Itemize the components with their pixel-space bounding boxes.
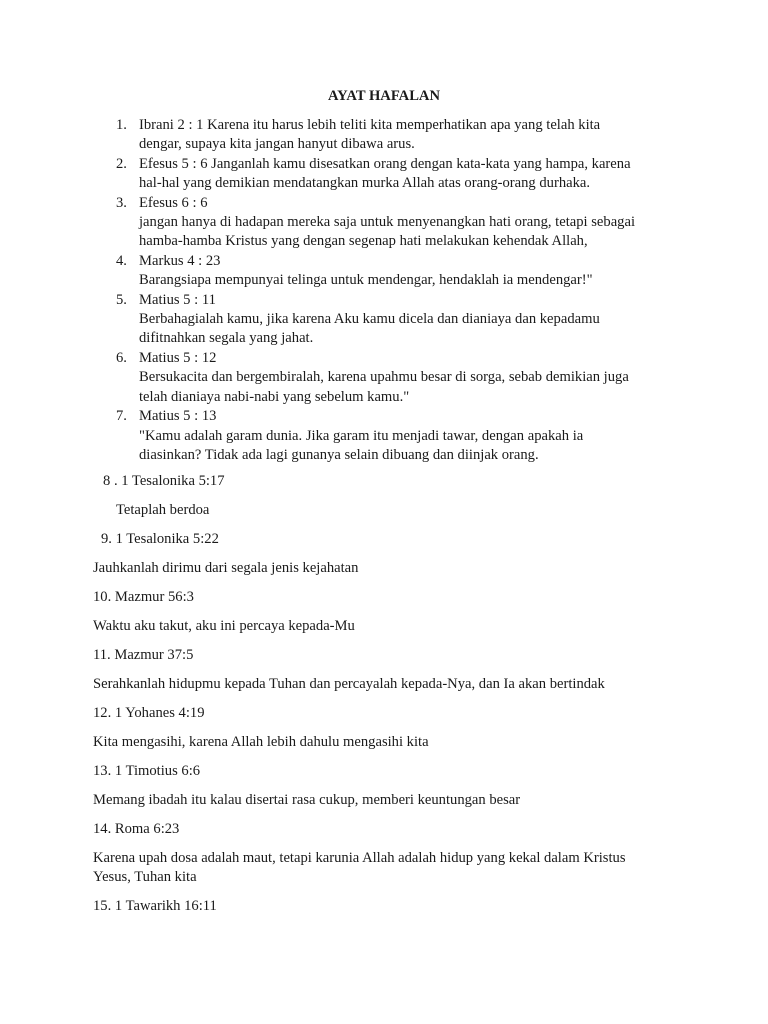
verse-text: telah dianiaya nabi-nabi yang sebelum kamu.": [139, 388, 410, 405]
verse-reference: Matius 5 : 11: [139, 291, 216, 308]
verse-text: Yesus, Tuhan kita: [93, 869, 197, 885]
list-number: 2.: [116, 155, 127, 172]
list-item: [0, 407, 768, 465]
verse-text: Bersukacita dan bergembiralah, karena upahmu besar di sorga, sebab demikian juga: [139, 369, 629, 386]
verse-list: [0, 116, 768, 465]
verse-text: dengar, supaya kita jangan hanyut dibawa arus.: [139, 136, 415, 153]
list-item: [0, 291, 768, 349]
list-item: [0, 155, 768, 194]
verse-text: Jauhkanlah dirimu dari segala jenis kejahatan: [93, 560, 359, 576]
verse-text: "Kamu adalah garam dunia. Jika garam itu menjadi tawar, dengan apakah ia: [139, 427, 584, 444]
list-item: [0, 349, 768, 407]
verse-text: Tetaplah berdoa: [116, 502, 210, 518]
verse-text: Serahkanlah hidupmu kepada Tuhan dan percayalah kepada-Nya, dan Ia akan bertindak: [93, 676, 605, 692]
verse-reference: 8 . 1 Tesalonika 5:17: [103, 473, 225, 489]
verse-reference: 15. 1 Tawarikh 16:11: [93, 898, 217, 914]
list-number: 3.: [116, 194, 127, 211]
list-item: [0, 194, 768, 252]
verse-text: Efesus 5 : 6 Janganlah kamu disesatkan orang dengan kata-kata yang hampa, karena: [139, 155, 631, 172]
verse-reference: 13. 1 Timotius 6:6: [93, 763, 201, 779]
verse-reference: 12. 1 Yohanes 4:19: [93, 705, 205, 721]
verse-reference: 11. Mazmur 37:5: [93, 647, 194, 663]
verse-text: Berbahagialah kamu, jika karena Aku kamu dicela dan dianiaya dan kepadamu: [139, 311, 600, 328]
verse-reference: 10. Mazmur 56:3: [93, 589, 194, 605]
list-item: [0, 252, 768, 291]
verse-text: diasinkan? Tidak ada lagi gunanya selain dibuang dan diinjak orang.: [139, 446, 539, 463]
verse-text: hal-hal yang demikian mendatangkan murka Allah atas orang-orang durhaka.: [139, 175, 591, 192]
verse-text: Barangsiapa mempunyai telinga untuk mendengar, hendaklah ia mendengar!": [139, 272, 593, 289]
verse-text: Memang ibadah itu kalau disertai rasa cukup, memberi keuntungan besar: [93, 792, 521, 808]
list-number: 5.: [116, 291, 127, 308]
verse-reference: 14. Roma 6:23: [93, 821, 180, 837]
verse-reference: Efesus 6 : 6: [139, 194, 208, 211]
verse-text: difitnahkan segala yang jahat.: [139, 330, 314, 347]
list-number: 4.: [116, 252, 127, 269]
verse-text: Waktu aku takut, aku ini percaya kepada-Mu: [93, 618, 355, 634]
verse-reference: Matius 5 : 13: [139, 408, 217, 425]
verse-reference: Matius 5 : 12: [139, 349, 217, 366]
verse-text: Karena upah dosa adalah maut, tetapi karunia Allah adalah hidup yang kekal dalam Kristus: [93, 850, 626, 866]
verse-text: jangan hanya di hadapan mereka saja untuk menyenangkan hati orang, tetapi sebagai: [139, 214, 635, 231]
document-title: AYAT HAFALAN: [327, 88, 441, 104]
list-number: 6.: [116, 349, 127, 366]
verse-text: Ibrani 2 : 1 Karena itu harus lebih teliti kita memperhatikan apa yang telah kita: [139, 117, 601, 133]
verse-reference: 9. 1 Tesalonika 5:22: [101, 531, 219, 547]
list-number: 7.: [116, 408, 127, 425]
list-number: 1.: [116, 117, 127, 133]
verse-text: Kita mengasihi, karena Allah lebih dahulu mengasihi kita: [93, 734, 429, 750]
list-item: [0, 116, 768, 155]
verse-text: hamba-hamba Kristus yang dengan segenap hati melakukan kehendak Allah,: [139, 233, 588, 250]
verse-reference: Markus 4 : 23: [139, 252, 221, 269]
